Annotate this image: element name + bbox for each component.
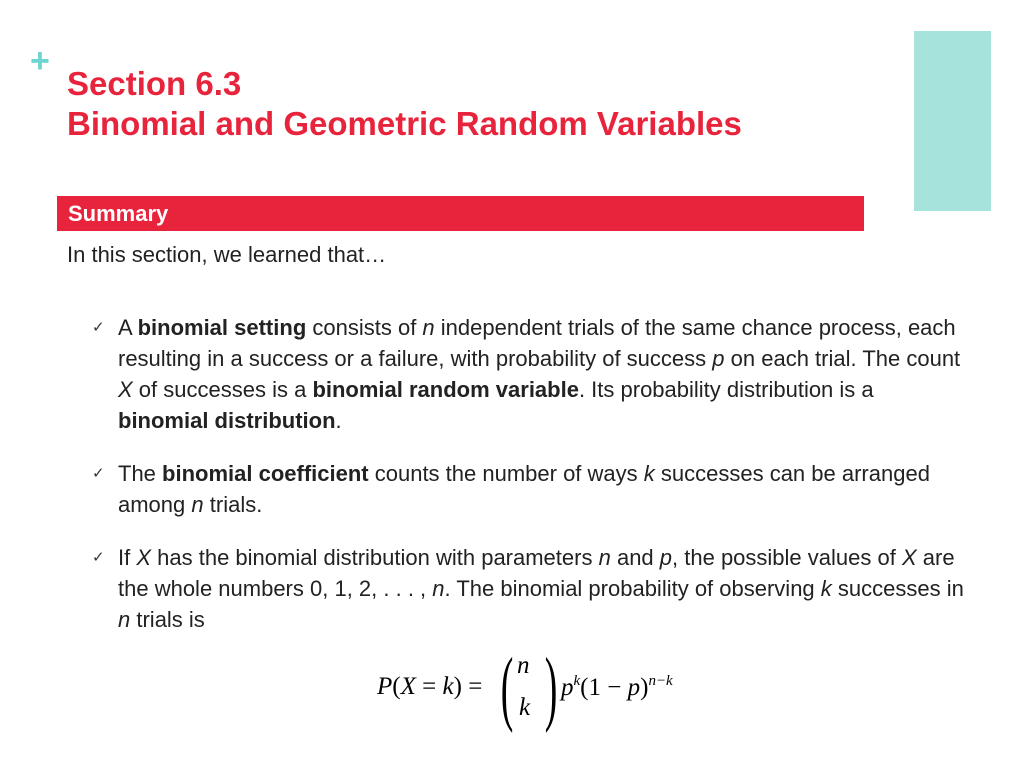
italic-var: X [136, 545, 152, 570]
text-run: trials. [203, 492, 263, 517]
check-icon: ✓ [92, 549, 105, 566]
italic-var: X [901, 545, 917, 570]
text-run: . Its probability distribution is a [578, 377, 874, 402]
formula-P: P [377, 673, 393, 700]
text-run: of successes is a [132, 377, 313, 402]
text-run: , the possible values of [672, 545, 902, 570]
formula-rhs [561, 673, 673, 702]
binom-left-paren: ( [500, 641, 514, 734]
italic-var: k [643, 461, 655, 486]
section-number: Section 6.3 [67, 65, 242, 102]
plus-icon: + [30, 42, 50, 80]
bold-term: binomial setting [137, 315, 307, 340]
text-run: The [118, 461, 163, 486]
formula-inner-equals: = [415, 673, 443, 700]
bold-term: binomial distribution [118, 408, 336, 433]
text-run: . [335, 408, 342, 433]
formula-equals: = [461, 673, 483, 700]
bullet-binomial-probability [90, 542, 970, 635]
text-run: and [610, 545, 660, 570]
bold-term: binomial random variable [312, 377, 579, 402]
bullet-list [90, 312, 970, 657]
formula-one-minus: (1 − [580, 674, 628, 701]
text-run: consists of [306, 315, 423, 340]
formula-q-exponent: n−k [648, 673, 673, 689]
binomial-probability-formula [377, 641, 697, 734]
binomial-coefficient [500, 641, 558, 734]
bold-term: binomial coefficient [162, 461, 369, 486]
italic-var: p [659, 545, 673, 570]
formula-close-paren: ) [640, 674, 649, 701]
italic-var: p [712, 346, 725, 371]
text-run: trials is [130, 607, 205, 632]
formula-paren-open: ( [392, 673, 401, 700]
italic-var: n [118, 607, 131, 632]
text-run: If [118, 545, 137, 570]
formula-p2: p [627, 674, 641, 701]
formula-k: k [442, 673, 454, 700]
formula-lhs [377, 673, 482, 701]
text-run: on each trial. The count [724, 346, 961, 371]
text-run: has the binomial distribution with parameters [151, 545, 599, 570]
text-run: . The binomial probability of observing [444, 576, 821, 601]
binom-right-paren: ) [544, 641, 558, 734]
italic-var: n [432, 576, 445, 601]
italic-var: k [820, 576, 832, 601]
text-run: successes can be arranged among [118, 461, 930, 517]
formula-X: X [400, 673, 416, 700]
italic-var: n [598, 545, 611, 570]
summary-header: Summary [57, 196, 864, 231]
bullet-binomial-coefficient [90, 458, 970, 520]
bullet-text [118, 545, 964, 632]
bullet-binomial-setting [90, 312, 970, 436]
text-run: counts the number of ways [368, 461, 644, 486]
bullet-text [118, 461, 930, 517]
accent-bar [914, 31, 991, 211]
formula-p: p [561, 674, 574, 701]
intro-text: In this section, we learned that… [67, 242, 387, 267]
check-icon: ✓ [92, 319, 105, 336]
section-title: Binomial and Geometric Random Variables [67, 105, 742, 142]
check-icon: ✓ [92, 465, 105, 482]
italic-var: n [191, 492, 204, 517]
bullet-text [118, 315, 960, 433]
binom-bottom: k [519, 694, 531, 721]
formula-paren-close: ) [453, 673, 462, 700]
slide-title [67, 64, 742, 144]
italic-var: n [422, 315, 435, 340]
italic-var: X [118, 377, 133, 402]
formula-p-exponent: k [573, 673, 581, 689]
text-run: independent trials of the same chance process, each resulting in a success or a failure, with probability of success [118, 315, 956, 371]
text-run: successes in [831, 576, 964, 601]
text-run: are the whole numbers 0, 1, 2, . . . , [118, 545, 955, 601]
binom-top: n [517, 652, 530, 679]
text-run: A [118, 315, 138, 340]
